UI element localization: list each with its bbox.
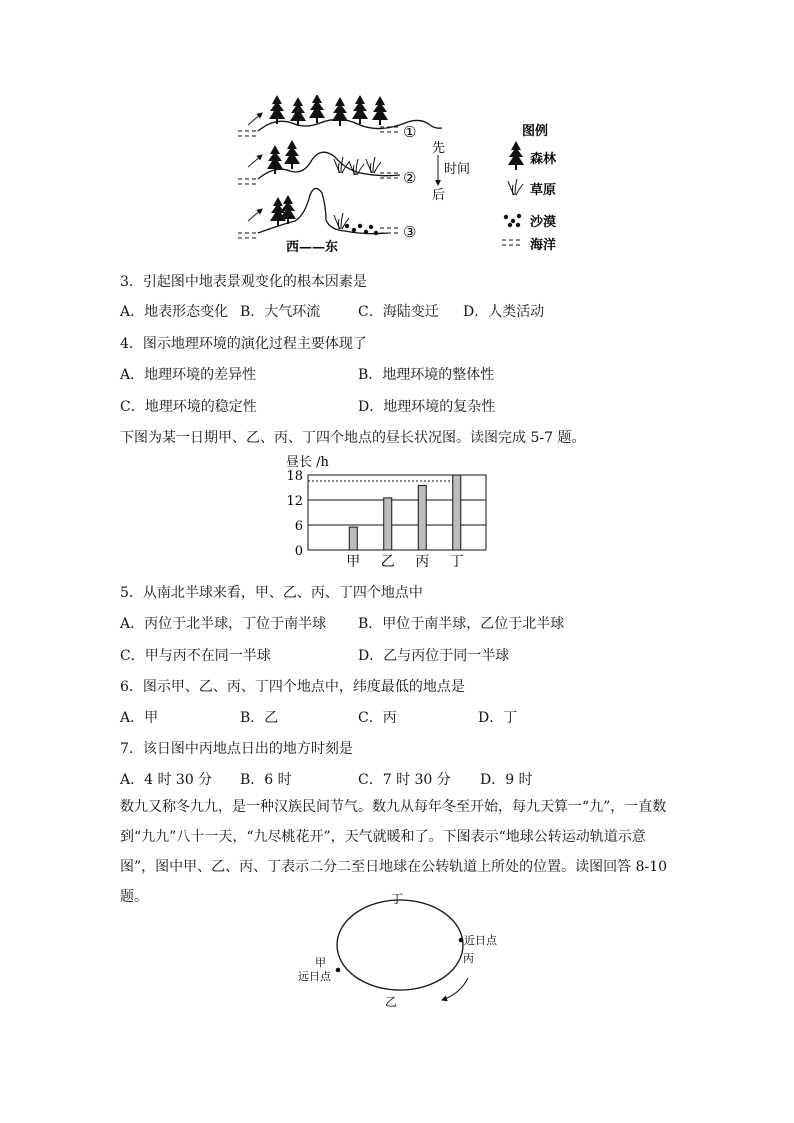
q6-option-b: B．乙	[240, 710, 279, 726]
chart-ytick-label: 6	[294, 519, 303, 534]
orbit-label-jia: 甲	[315, 956, 326, 969]
chart-ytick-label: 12	[286, 494, 303, 509]
row-label-3: ③	[403, 223, 417, 241]
legend-title: 图例	[522, 124, 549, 139]
question-6-stem: 6．图示甲、乙、丙、丁四个地点中，纬度最低的地点是	[120, 679, 465, 695]
orbit-ellipse	[337, 900, 463, 990]
q7-option-b: B．6 时	[240, 772, 292, 788]
chart-category-label: 丙	[415, 554, 430, 570]
earth-orbit-diagram	[290, 890, 510, 1010]
q4-option-b: B．地理环境的整体性	[358, 367, 495, 383]
q7-option-c: C．7 时 30 分	[358, 772, 451, 788]
q4-option-d: D．地理环境的复杂性	[358, 399, 496, 415]
landscape-row-1	[238, 95, 442, 141]
chart-ytick-label: 0	[294, 544, 303, 559]
question-4-stem: 4．图示地理环境的演化过程主要体现了	[120, 336, 367, 352]
intro-5-7: 下图为某一日期甲、乙、丙、丁四个地点的昼长状况图。读图完成 5-7 题。	[120, 430, 586, 446]
chart-bar	[418, 485, 426, 550]
question-7-stem: 7．该日图中丙地点日出的地方时刻是	[120, 741, 353, 757]
row-label-2: ②	[403, 169, 417, 187]
legend-grassland: 草原	[530, 183, 557, 198]
time-arrow	[432, 140, 470, 203]
q3-option-b: B．大气环流	[240, 304, 321, 320]
landscape-row-2	[238, 140, 416, 187]
question-3-stem: 3．引起图中地表景观变化的根本因素是	[120, 274, 367, 290]
direction-label: 西——东	[286, 240, 339, 255]
time-first-label: 先	[432, 141, 446, 156]
time-after-label: 后	[432, 188, 446, 203]
q5-option-a: A．丙位于北半球，丁位于南半球	[120, 616, 327, 632]
orbit-label-yi: 乙	[385, 995, 398, 1009]
chart-category-label: 乙	[380, 554, 395, 570]
chart-bar	[384, 498, 392, 550]
chart-bar	[349, 527, 357, 550]
perihelion-point	[459, 938, 464, 943]
forest-legend-icon	[508, 141, 524, 170]
day-length-chart	[280, 450, 500, 575]
question-5-stem: 5．从南北半球来看，甲、乙、丙、丁四个地点中	[120, 585, 423, 601]
landscape-evolution-figure	[230, 95, 590, 260]
q6-option-d: D．丁	[478, 710, 518, 726]
legend-desert: 沙漠	[530, 215, 557, 230]
q5-option-c: C．甲与丙不在同一半球	[120, 648, 271, 664]
chart-ytick-label: 18	[286, 469, 303, 484]
q7-option-a: A．4 时 30 分	[120, 772, 213, 788]
orbit-direction-arrow	[442, 978, 468, 1000]
time-label: 时间	[444, 162, 471, 177]
q6-option-a: A．甲	[120, 710, 159, 726]
q4-option-a: A．地理环境的差异性	[120, 367, 257, 383]
row-label-1: ①	[403, 123, 417, 141]
q7-option-d: D．9 时	[480, 772, 533, 788]
orbit-label-ding: 丁	[391, 892, 404, 906]
aphelion-point	[336, 968, 341, 973]
legend-sea: 海洋	[530, 238, 557, 253]
orbit-label-perihelion: 近日点	[464, 934, 497, 947]
chart-bar	[453, 475, 461, 550]
sea-legend-icon	[502, 240, 520, 245]
chart-ylabel: 昼长 /h	[286, 455, 329, 470]
chart-category-label: 甲	[346, 554, 361, 570]
landscape-row-3	[238, 188, 416, 255]
q3-option-d: D．人类活动	[463, 304, 545, 320]
q5-option-d: D．乙与丙位于同一半球	[358, 648, 510, 664]
orbit-label-aphelion: 远日点	[298, 970, 331, 983]
legend-forest: 森林	[530, 152, 557, 167]
q4-option-c: C．地理环境的稳定性	[120, 399, 257, 415]
intro-8-10: 数九又称冬九九，是一种汉族民间节气。数九从每年冬至开始，每九天算一“九”，一直数到“九九”八十一天，“九尽桃花开”，天气就暖和了。下图表示“地球公转运动轨道示意图”，图中甲、乙、丙、丁表示二分二至日地球在公转轨道上所处的位置。读图回答 8-10 题。	[120, 799, 668, 905]
grassland-legend-icon	[508, 179, 523, 195]
q6-option-c: C．丙	[358, 710, 397, 726]
desert-legend-icon	[504, 214, 521, 227]
orbit-label-bing: 丙	[463, 952, 474, 965]
q3-option-a: A．地表形态变化	[120, 304, 229, 320]
q5-option-b: B．甲位于南半球，乙位于北半球	[358, 616, 565, 632]
chart-category-label: 丁	[449, 554, 464, 570]
legend	[502, 123, 557, 253]
q3-option-c: C．海陆变迁	[358, 304, 439, 320]
